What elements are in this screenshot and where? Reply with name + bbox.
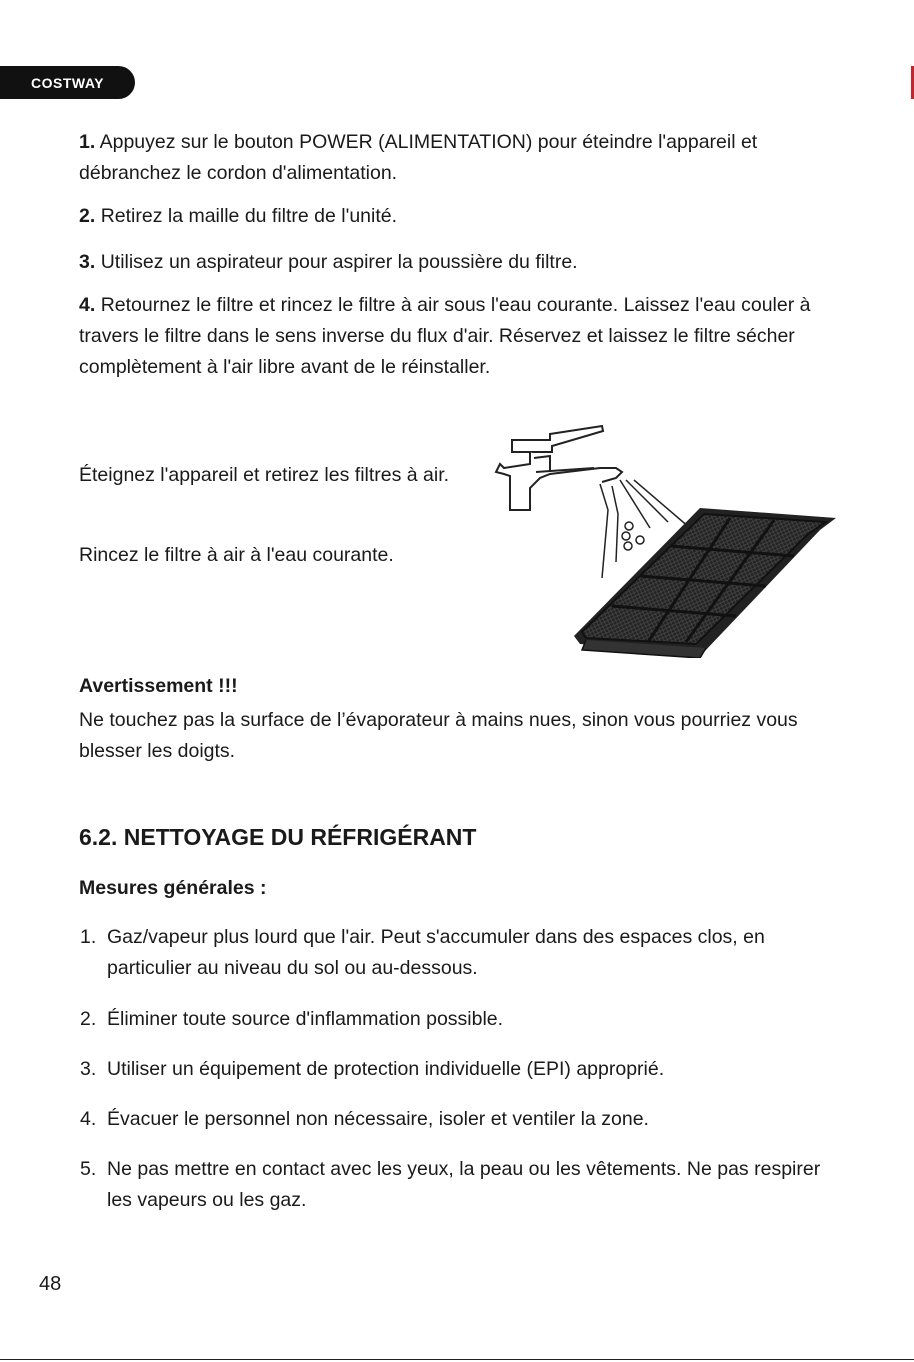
brand-logo-tab: [0, 66, 135, 99]
figure-caption-2: Rincez le filtre à air à l'eau courante.: [79, 544, 394, 566]
step-text: Retournez le filtre et rincez le filtre à air sous l'eau courante. Laissez l'eau couler à travers le filtre dans le sens inverse du flux d'air. Réservez et laissez le filtre sécher complètement à l'air libre avant de le réinstaller.: [79, 294, 811, 378]
brand-name: COSTWAY: [31, 74, 104, 91]
list-item: [80, 1004, 840, 1035]
list-number: 3.: [80, 1058, 97, 1080]
list-item: [80, 922, 840, 984]
step-3: [79, 247, 839, 278]
list-text: Gaz/vapeur plus lourd que l'air. Peut s'accumuler dans des espaces clos, en particulier au niveau du sol ou au-dessous.: [107, 926, 765, 979]
warning-text: Ne touchez pas la surface de l’évaporateur à mains nues, sinon vous pourriez vous blesser les doigts.: [79, 709, 798, 762]
list-item: [80, 1104, 840, 1135]
step-text: Utilisez un aspirateur pour aspirer la poussière du filtre.: [100, 251, 578, 273]
list-number: 1.: [80, 926, 97, 948]
list-text: Utiliser un équipement de protection individuelle (EPI) approprié.: [107, 1058, 665, 1080]
section-subtitle: Mesures générales :: [79, 877, 267, 899]
faucet-rinsing-filter-illustration: [490, 418, 850, 658]
air-filter-icon: [574, 508, 836, 658]
list-item: [80, 1054, 840, 1085]
list-number: 5.: [80, 1158, 97, 1180]
list-text: Évacuer le personnel non nécessaire, isoler et ventiler la zone.: [107, 1108, 649, 1130]
step-2: [79, 201, 839, 232]
page-number: 48: [39, 1273, 62, 1295]
step-number: 2.: [79, 205, 96, 227]
step-number: 3.: [79, 251, 96, 273]
list-number: 2.: [80, 1008, 97, 1030]
list-number: 4.: [80, 1108, 97, 1130]
step-1: [79, 127, 839, 189]
step-number: 1.: [79, 131, 96, 153]
step-text: Retirez la maille du filtre de l'unité.: [100, 205, 398, 227]
step-4: [79, 290, 839, 383]
step-number: 4.: [79, 294, 96, 316]
step-text: Appuyez sur le bouton POWER (ALIMENTATION) pour éteindre l'appareil et débranchez le cordon d'alimentation.: [79, 131, 758, 184]
list-text: Ne pas mettre en contact avec les yeux, la peau ou les vêtements. Ne pas respirer les vapeurs ou les gaz.: [107, 1158, 821, 1211]
list-text: Éliminer toute source d'inflammation possible.: [107, 1008, 504, 1030]
warning-title: Avertissement !!!: [79, 675, 238, 697]
section-title: 6.2. NETTOYAGE DU RÉFRIGÉRANT: [79, 824, 477, 850]
figure-caption-1: Éteignez l'appareil et retirez les filtres à air.: [79, 464, 450, 486]
bottom-rule: [0, 1359, 914, 1360]
list-item: [80, 1154, 840, 1216]
